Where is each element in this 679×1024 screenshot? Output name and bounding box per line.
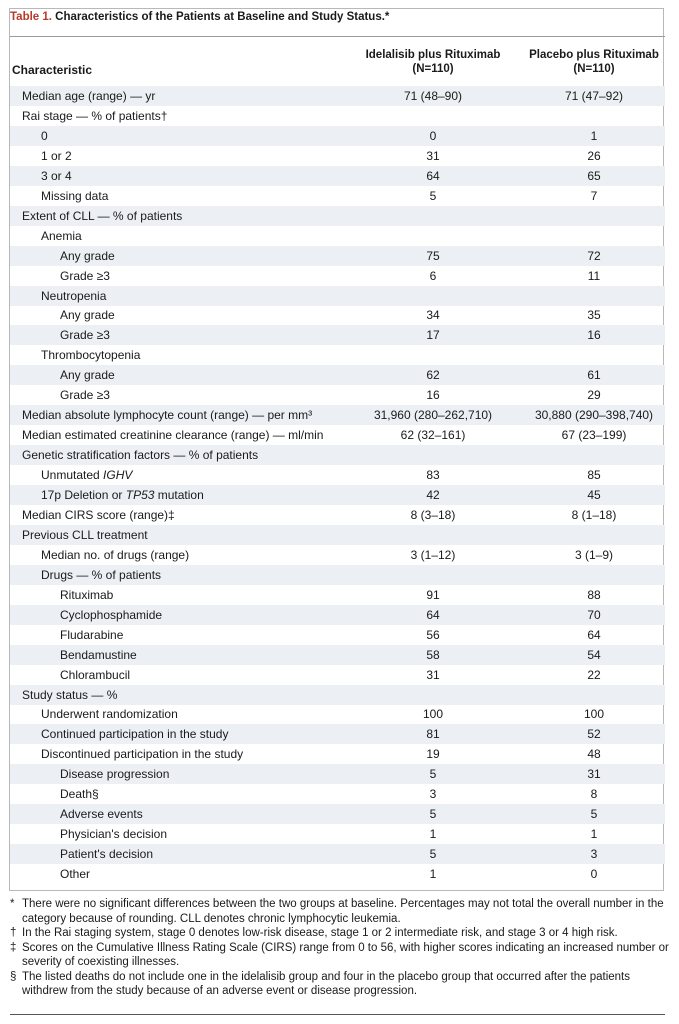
table-row	[10, 704, 665, 724]
table-row	[10, 385, 665, 405]
table-row	[10, 206, 665, 226]
cell-idelalisib: 5	[429, 767, 437, 782]
title-divider	[10, 36, 665, 37]
column-header-idelalisib-n: (N=110)	[412, 63, 454, 75]
cell-idelalisib: 17	[426, 328, 440, 343]
cell-placebo: 72	[587, 248, 601, 263]
footnote	[10, 970, 670, 999]
cell-idelalisib: 3 (1–12)	[410, 547, 456, 562]
table-row	[10, 186, 665, 206]
table-title	[10, 11, 389, 23]
cell-idelalisib: 0	[429, 128, 437, 143]
cell-placebo: 45	[587, 488, 601, 502]
cell-placebo: 64	[587, 627, 601, 642]
row-label: Extent of CLL — % of patients	[22, 208, 183, 223]
cell-placebo: 52	[587, 727, 601, 742]
cell-idelalisib: 64	[426, 168, 440, 183]
cell-idelalisib: 16	[426, 388, 440, 403]
cell-idelalisib: 1	[429, 867, 437, 882]
table-row	[10, 425, 665, 445]
cell-idelalisib: 58	[426, 647, 440, 662]
column-header-placebo-name: Placebo plus Rituximab	[529, 49, 659, 61]
cell-idelalisib: 31	[426, 667, 440, 682]
row-label: Grade ≥3	[60, 388, 110, 403]
row-label: Median CIRS score (range)‡	[22, 507, 175, 522]
row-label: Anemia	[41, 228, 82, 243]
row-label: Disease progression	[60, 767, 170, 782]
row-label: Rituximab	[60, 587, 114, 602]
column-header-placebo	[509, 48, 679, 76]
cell-idelalisib: 5	[429, 847, 437, 862]
bottom-rule	[10, 1014, 665, 1015]
table-row	[10, 864, 665, 884]
table-title-text: Characteristics of the Patients at Baseline and Study Status.*	[51, 11, 390, 23]
footnotes	[10, 897, 670, 999]
table-row	[10, 405, 665, 425]
row-label: Study status — %	[22, 687, 118, 702]
cell-placebo: 22	[587, 667, 601, 682]
cell-idelalisib: 56	[426, 627, 440, 642]
cell-placebo: 35	[587, 308, 601, 323]
table-row	[10, 565, 665, 585]
row-label: Chlorambucil	[60, 667, 131, 682]
cell-idelalisib: 62 (32–161)	[400, 428, 466, 443]
footnote-text: In the Rai staging system, stage 0 denotes low-risk disease, stage 1 or 2 intermediate risk, and stage 3 or 4 high risk.	[22, 927, 618, 939]
cell-placebo: 70	[587, 607, 601, 622]
cell-idelalisib: 83	[426, 468, 440, 483]
footnote-symbol: †	[10, 927, 17, 939]
row-label: Grade ≥3	[60, 268, 110, 283]
row-label: Discontinued participation in the study	[41, 747, 244, 762]
table-row	[10, 106, 665, 126]
row-label: Any grade	[60, 368, 115, 383]
table-row	[10, 86, 665, 106]
table-row	[10, 685, 665, 705]
table-row	[10, 325, 665, 345]
row-label: 17p Deletion or TP53 mutation	[41, 488, 204, 502]
table-row	[10, 126, 665, 146]
row-label: Underwent randomization	[41, 707, 178, 722]
table-row	[10, 824, 665, 844]
cell-placebo: 100	[583, 707, 605, 722]
table-row	[10, 485, 665, 505]
table-row	[10, 246, 665, 266]
footnote-text: The listed deaths do not include one in the idelalisib group and four in the placebo group that occurred after the patients withdrew from the study because of an adverse event or disease progression.	[22, 970, 630, 997]
cell-placebo: 26	[587, 148, 601, 163]
cell-idelalisib: 19	[426, 747, 440, 762]
row-label: 1 or 2	[41, 148, 72, 163]
table-row	[10, 146, 665, 166]
cell-placebo: 1	[590, 827, 598, 842]
cell-placebo: 61	[587, 368, 601, 383]
table-row	[10, 764, 665, 784]
cell-placebo: 31	[587, 767, 601, 782]
row-label: Median age (range) — yr	[22, 89, 156, 103]
cell-placebo: 0	[590, 867, 598, 882]
footnote-symbol: §	[10, 970, 17, 983]
footnote-symbol: ‡	[10, 941, 17, 954]
row-label: Patient's decision	[60, 847, 154, 862]
table-row	[10, 226, 665, 246]
table-row	[10, 445, 665, 465]
row-label: Other	[60, 867, 91, 882]
cell-placebo: 65	[587, 168, 601, 183]
cell-placebo: 3	[590, 847, 598, 862]
row-label: Median absolute lymphocyte count (range) — per mm³	[22, 408, 313, 423]
table-row	[10, 625, 665, 645]
table-row	[10, 286, 665, 306]
cell-placebo: 30,880 (290–398,740)	[534, 408, 654, 423]
cell-idelalisib: 91	[426, 587, 440, 602]
cell-idelalisib: 100	[422, 707, 444, 722]
column-header-characteristic: Characteristic	[12, 63, 93, 77]
cell-idelalisib: 81	[426, 727, 440, 742]
row-label: Rai stage — % of patients†	[22, 108, 168, 123]
table-row	[10, 166, 665, 186]
row-label: Neutropenia	[41, 288, 107, 303]
cell-idelalisib: 31,960 (280–262,710)	[373, 408, 493, 423]
row-label: Any grade	[60, 248, 115, 263]
row-label: 3 or 4	[41, 168, 72, 183]
row-label: Any grade	[60, 308, 115, 323]
cell-idelalisib: 6	[429, 268, 437, 283]
footnote-text: Scores on the Cumulative Illness Rating Scale (CIRS) range from 0 to 56, with higher scores indicating an increased number or severity of coexisting illnesses.	[22, 941, 669, 968]
footnote	[10, 926, 670, 941]
row-label: Previous CLL treatment	[22, 527, 148, 542]
cell-placebo: 8 (1–18)	[571, 507, 617, 522]
cell-idelalisib: 71 (48–90)	[403, 89, 463, 103]
table-row	[10, 605, 665, 625]
cell-placebo: 5	[590, 807, 598, 822]
table-row	[10, 665, 665, 685]
cell-placebo: 11	[587, 268, 601, 283]
table-row	[10, 784, 665, 804]
footnote	[10, 941, 670, 970]
cell-idelalisib: 34	[426, 308, 440, 323]
row-label: Median estimated creatinine clearance (range) — ml/min	[22, 428, 324, 443]
cell-placebo: 67 (23–199)	[561, 428, 627, 443]
row-label: Fludarabine	[60, 627, 124, 642]
cell-idelalisib: 62	[426, 368, 440, 383]
cell-placebo: 3 (1–9)	[574, 547, 614, 562]
cell-placebo: 7	[590, 188, 598, 203]
column-header-placebo-n: (N=110)	[573, 63, 615, 75]
row-label: Grade ≥3	[60, 328, 110, 343]
table-number: Table 1.	[10, 11, 52, 23]
row-label: Median no. of drugs (range)	[41, 547, 190, 562]
table-row	[10, 525, 665, 545]
table-row	[10, 365, 665, 385]
table-row	[10, 585, 665, 605]
footnote-text: There were no significant differences between the two groups at baseline. Percentages may not total the overall number in the category because of rounding. CLL denotes chronic lymphocytic leukemia.	[22, 898, 664, 925]
cell-idelalisib: 42	[426, 488, 440, 502]
table-row	[10, 345, 665, 365]
table-row	[10, 744, 665, 764]
cell-idelalisib: 3	[429, 787, 437, 802]
cell-idelalisib: 5	[429, 188, 437, 203]
row-label: Genetic stratification factors — % of patients	[22, 448, 259, 463]
table-row	[10, 266, 665, 286]
table-row	[10, 505, 665, 525]
row-label: Physician's decision	[60, 827, 168, 842]
cell-placebo: 29	[587, 388, 601, 403]
table-row	[10, 724, 665, 744]
column-header-idelalisib	[348, 48, 518, 76]
cell-placebo: 85	[587, 468, 601, 483]
table-row	[10, 545, 665, 565]
footnote	[10, 897, 670, 926]
cell-idelalisib: 5	[429, 807, 437, 822]
row-label: Unmutated IGHV	[41, 468, 133, 483]
cell-idelalisib: 8 (3–18)	[410, 507, 456, 522]
table-row	[10, 465, 665, 485]
cell-idelalisib: 64	[426, 607, 440, 622]
table-row	[10, 305, 665, 325]
footnote-symbol: *	[10, 898, 15, 910]
row-label: Thrombocytopenia	[41, 348, 141, 363]
row-label: Adverse events	[60, 807, 143, 822]
row-label: 0	[41, 128, 48, 143]
cell-idelalisib: 75	[426, 248, 440, 263]
row-label: Missing data	[41, 188, 109, 203]
cell-idelalisib: 1	[429, 827, 437, 842]
cell-placebo: 8	[590, 787, 598, 802]
cell-placebo: 54	[587, 647, 601, 662]
cell-placebo: 1	[590, 128, 598, 143]
row-label: Cyclophosphamide	[60, 607, 163, 622]
row-label: Drugs — % of patients	[41, 567, 162, 582]
cell-idelalisib: 31	[426, 148, 440, 163]
cell-placebo: 16	[587, 328, 601, 343]
cell-placebo: 71 (47–92)	[564, 89, 624, 103]
cell-placebo: 88	[587, 587, 601, 602]
table-row	[10, 804, 665, 824]
column-header-idelalisib-name: Idelalisib plus Rituximab	[365, 49, 501, 61]
row-label: Death§	[60, 787, 99, 802]
table-row	[10, 645, 665, 665]
row-label: Bendamustine	[60, 647, 137, 662]
row-label: Continued participation in the study	[41, 727, 229, 742]
table-row	[10, 844, 665, 864]
cell-placebo: 48	[587, 747, 601, 762]
